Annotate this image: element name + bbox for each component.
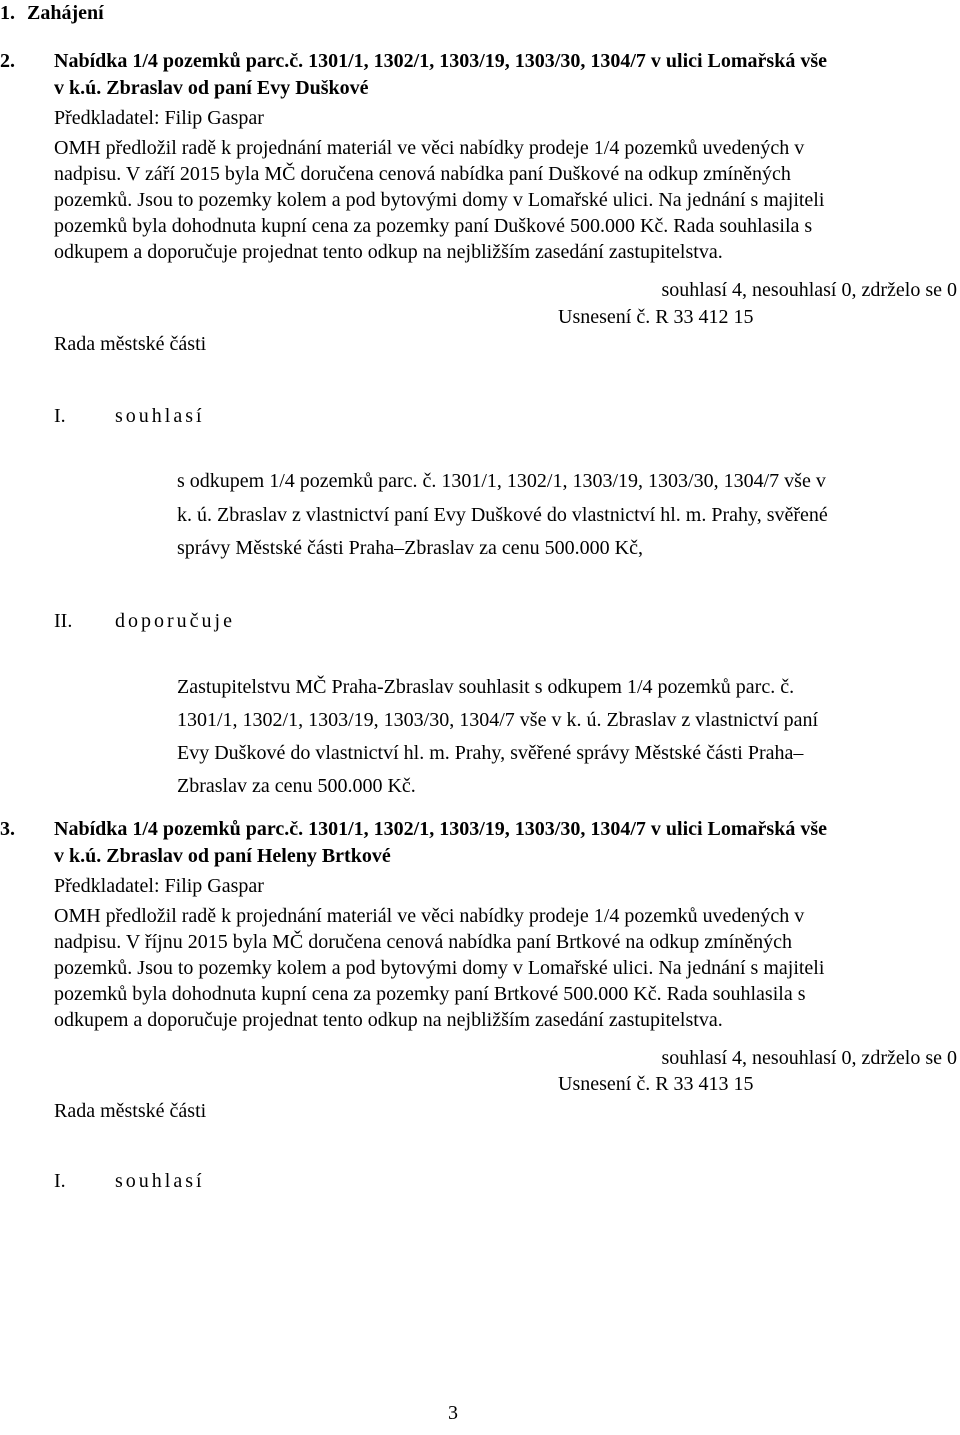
item2-section2-verb: doporučuje: [115, 610, 235, 632]
item1-heading: [0, 0, 104, 26]
item2-body-line: pozemků byla dohodnuta kupní cena za pozemky paní Duškové 500.000 Kč. Rada souhlasila s: [54, 215, 813, 237]
item2-body-line: nadpisu. V září 2015 byla MČ doručena cenová nabídka paní Duškové na odkup zmíněných: [54, 163, 791, 185]
item1-number: 1.: [0, 2, 15, 24]
item2-resolution-number: Usnesení č. R 33 412 15: [558, 306, 754, 328]
page-number: 3: [448, 1402, 458, 1424]
item3-body-line: nadpisu. V říjnu 2015 byla MČ doručena cenová nabídka paní Brtkové na odkup zmíněných: [54, 931, 792, 953]
item3-vote-result: souhlasí 4, nesouhlasí 0, zdrželo se 0: [661, 1047, 957, 1069]
item2-title-line2: v k.ú. Zbraslav od paní Evy Duškové: [54, 77, 369, 99]
item3-body-line: OMH předložil radě k projednání materiál ve věci nabídky prodeje 1/4 pozemků uvedených v: [54, 905, 805, 927]
item3-number: 3.: [0, 818, 15, 840]
item3-section1-number: I.: [54, 1170, 66, 1192]
item2-section1-verb: souhlasí: [115, 405, 205, 427]
item3-section1-verb: souhlasí: [115, 1170, 205, 1192]
item2-section1-text: správy Městské části Praha–Zbraslav za cenu 500.000 Kč,: [177, 537, 643, 559]
item3-body-line: pozemků. Jsou to pozemky kolem a pod bytovými domy v Lomařské ulici. Na jednání s majiteli: [54, 957, 825, 979]
item2-section2-text: Zbraslav za cenu 500.000 Kč.: [177, 775, 416, 797]
item2-section2-text: Evy Duškové do vlastnictví hl. m. Prahy, svěřené správy Městské části Praha–: [177, 742, 804, 764]
item2-section1-number: I.: [54, 405, 66, 427]
item2-section2-number: II.: [54, 610, 73, 632]
item3-title-line1: Nabídka 1/4 pozemků parc.č. 1301/1, 1302/1, 1303/19, 1303/30, 1304/7 v ulici Lomařská vše: [54, 818, 827, 840]
item3-presenter: Předkladatel: Filip Gaspar: [54, 875, 264, 897]
item2-body-line: OMH předložil radě k projednání materiál ve věci nabídky prodeje 1/4 pozemků uvedených v: [54, 137, 805, 159]
item2-section1-text: k. ú. Zbraslav z vlastnictví paní Evy Duškové do vlastnictví hl. m. Prahy, svěřené: [177, 504, 828, 526]
item3-body-line: odkupem a doporučuje projednat tento odkup na nejbližším zasedání zastupitelstva.: [54, 1009, 723, 1031]
item2-vote-result: souhlasí 4, nesouhlasí 0, zdrželo se 0: [661, 279, 957, 301]
item1-title: Zahájení: [27, 2, 104, 24]
item3-resolution-number: Usnesení č. R 33 413 15: [558, 1073, 754, 1095]
item2-body-line: pozemků. Jsou to pozemky kolem a pod bytovými domy v Lomařské ulici. Na jednání s majiteli: [54, 189, 825, 211]
item2-body-line: odkupem a doporučuje projednat tento odkup na nejbližším zasedání zastupitelstva.: [54, 241, 723, 263]
item2-section2-text: Zastupitelstvu MČ Praha-Zbraslav souhlasit s odkupem 1/4 pozemků parc. č.: [177, 676, 795, 698]
item3-council-label: Rada městské části: [54, 1100, 207, 1122]
item2-presenter: Předkladatel: Filip Gaspar: [54, 107, 264, 129]
item3-body-line: pozemků byla dohodnuta kupní cena za pozemky paní Brtkové 500.000 Kč. Rada souhlasila s: [54, 983, 806, 1005]
item2-section2-text: 1301/1, 1302/1, 1303/19, 1303/30, 1304/7 vše v k. ú. Zbraslav z vlastnictví paní: [177, 709, 819, 731]
item2-section1-text: s odkupem 1/4 pozemků parc. č. 1301/1, 1302/1, 1303/19, 1303/30, 1304/7 vše v: [177, 470, 826, 492]
item2-council-label: Rada městské části: [54, 333, 207, 355]
item2-number: 2.: [0, 50, 15, 72]
item2-title-line1: Nabídka 1/4 pozemků parc.č. 1301/1, 1302/1, 1303/19, 1303/30, 1304/7 v ulici Lomařská vše: [54, 50, 827, 72]
item3-title-line2: v k.ú. Zbraslav od paní Heleny Brtkové: [54, 845, 391, 867]
